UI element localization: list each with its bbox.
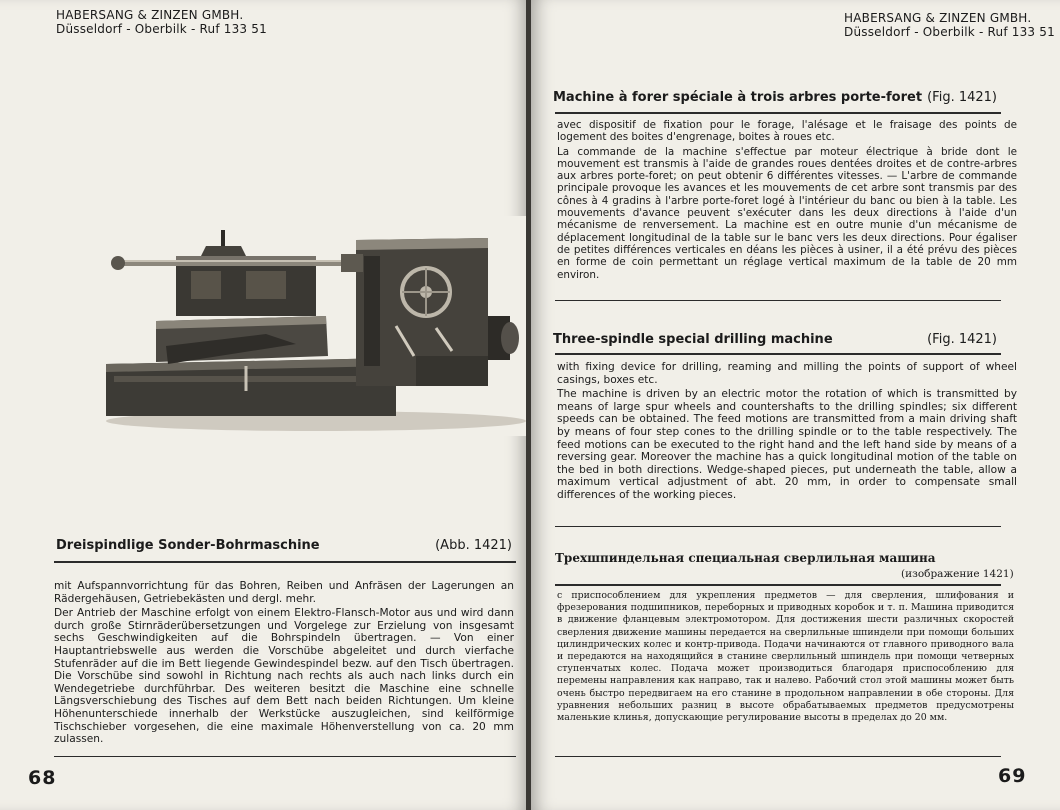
- fr-title: Machine à forer spéciale à trois arbres porte-foret: [553, 90, 923, 105]
- fr-paragraph-2: La commande de la machine s'effectue par moteur électrique à bride dont le mouvement est transmis à l'aide de grandes roues dentées droites et de contre-arbres aux arbres porte-foret; on peut obtenir 6 différentes vitesses. — L'arbre de commande principale provoque les avances et les mouvements de cet arbre sont transmis par des cônes à 4 gradins à l'arbre porte-foret logé à l'intérieur du banc ou bien à la table. Les mouvements d'avance peuvent s'exécuter dans les deux directions à l'aide d'un mécanisme de renversement. La machine est en outre munie d'un mécanisme de déplacement longitudinal de la table sur le banc vers les deux directions. Pour égaliser de petites différences verticales en déans les pièces à usiner, il a été prévu des pièces en forme de coin permettant un réglage vertical maximum de la table de 20 mm environ.: [557, 145, 1017, 281]
- company-address: Düsseldorf - Oberbilk - Ruf 133 51: [844, 25, 1055, 39]
- fr-paragraph-1: avec dispositif de fixation pour le forage, l'alésage et le fraisage des points de logement des boites d'engrenage, boites à roues etc.: [557, 119, 1017, 144]
- ru-title: Трехшпиндельная специальная сверлильная машина: [555, 551, 936, 565]
- fr-figure-ref: (Fig. 1421): [927, 90, 997, 105]
- drilling-machine-photo: [96, 216, 526, 436]
- en-description: [557, 361, 1017, 504]
- company-name: HABERSANG & ZINZEN GMBH.: [56, 8, 244, 22]
- ru-bottom-rule: [555, 756, 1001, 757]
- fr-title-rule: [555, 112, 1001, 114]
- fr-description: [557, 119, 1017, 283]
- en-title-row: [553, 332, 997, 347]
- company-address: Düsseldorf - Oberbilk - Ruf 133 51: [56, 22, 267, 36]
- fr-bottom-rule: [555, 300, 1001, 301]
- right-page: [531, 0, 1060, 810]
- de-paragraph-1: mit Aufspannvorrichtung für das Bohren, Reiben und Anfräsen der Lagerungen an Rädergehäusen, Getriebekästen und dergl. mehr.: [54, 580, 514, 605]
- fr-title-row: [553, 90, 997, 105]
- de-title: Dreispindlige Sonder-Bohrmaschine: [56, 538, 320, 553]
- left-page: [0, 0, 528, 810]
- company-name: HABERSANG & ZINZEN GMBH.: [844, 11, 1032, 25]
- de-description: [54, 580, 514, 748]
- en-bottom-rule: [555, 526, 1001, 527]
- en-title: Three-spindle special drilling machine: [553, 332, 833, 347]
- page-number-left: 68: [28, 767, 57, 789]
- en-title-rule: [555, 353, 1001, 355]
- en-figure-ref: (Fig. 1421): [927, 332, 997, 347]
- ru-paragraph-1: с приспособлением для укрепления предметов — для сверления, шлифования и фрезерования подшипников, переборных и приводных коробок и т. п. Машина приводится в движение фланцевым электромотором. Для достижения шести различных скоростей сверления движение машины передается на сверлильные шпиндели при помощи больших цилиндрических колес и контр-привода. Подачи начинаются от главного приводного вала и передаются на находящийся в станине сверлильный шпиндель при помощи четверных ступенчатых колес. Подача может производиться благодаря приспособлению для перемены направления как направо, так и налево. Рабочий стол этой машины может быть очень быстро передвигаем на его станине в продольном направлении в обе стороны. Для уравнения небольших разниц в высоте обрабатываемых предметов предусмотрены маленькие клинья, допускающие регулирование высоты в пределах до 20 мм.: [557, 590, 1014, 724]
- de-figure-ref: (Abb. 1421): [435, 538, 512, 553]
- de-bottom-rule: [54, 756, 516, 757]
- ru-title-rule: [555, 584, 1001, 586]
- de-title-rule: [54, 561, 516, 563]
- en-paragraph-1: with fixing device for drilling, reaming and milling the points of support of wheel casings, boxes etc.: [557, 361, 1017, 386]
- ru-figure-ref: (изображение 1421): [901, 568, 1014, 580]
- right-header: [844, 11, 1055, 39]
- page-number-right: 69: [998, 765, 1027, 787]
- de-paragraph-2: Der Antrieb der Maschine erfolgt von einem Elektro-Flansch-Motor aus und wird dann durch große Stirnräderübersetzungen und Vorgelege zur Erzielung von insgesamt sechs Geschwindigkeiten auf die Bohrspindeln übertragen. — Von einer Hauptantriebswelle aus werden die Vorschübe abgeleitet und durch vierfache Stufenräder auf die im Bett liegende Gewindespindel bezw. auf den Tisch übertragen. Die Vorschübe sind sowohl in Richtung nach rechts als auch nach links durch ein Wendegetriebe durchführbar. Des weiteren besitzt die Maschine eine schnelle Längsverschiebung des Tisches auf dem Bett nach beiden Richtungen. Um kleine Höhenunterschiede innerhalb der Werkstücke auszugleichen, sind keilförmige Tischschieber vorgesehen, die eine maximale Höhenverstellung von ca. 20 mm zulassen.: [54, 607, 514, 746]
- ru-description: [557, 590, 1014, 726]
- de-title-row: [56, 538, 512, 553]
- en-paragraph-2: The machine is driven by an electric motor the rotation of which is transmitted by means of large spur wheels and countershafts to the drilling spindles; six different speeds can be obtained. The feed motions are transmitted from a main driving shaft by means of four step cones to the drilling spindle or to the table respectively. The feed motions can be executed to the right hand and the left hand side by means of a reversing gear. Moreover the machine has a quick longitudinal motion of the table on the bed in both directions. Wedge-shaped pieces, put underneath the table, allow a maximum vertical adjustment of abt. 20 mm, in order to compensate small differences of the working pieces.: [557, 388, 1017, 501]
- left-header: [56, 8, 267, 36]
